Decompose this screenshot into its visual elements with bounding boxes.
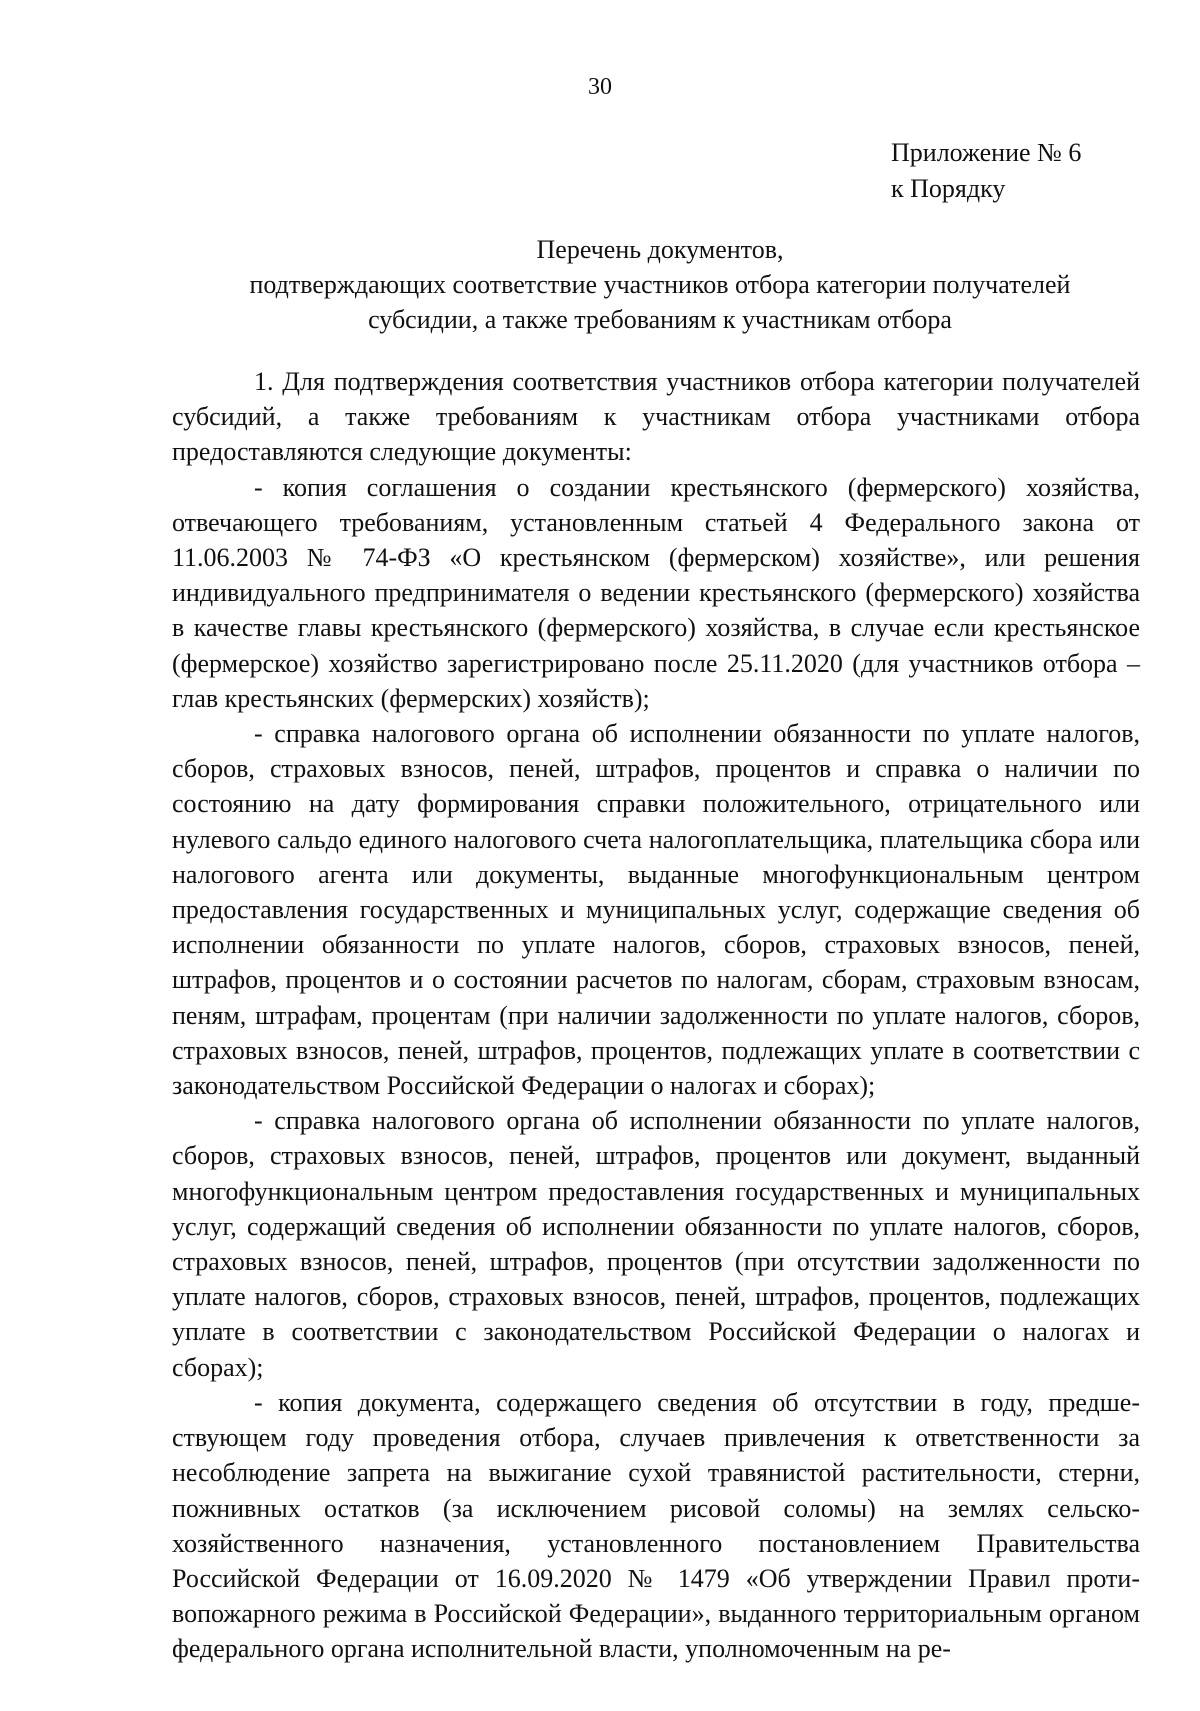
title-line-3: субсидии, а также требованиям к участникам отбора bbox=[368, 305, 952, 334]
paragraph-farm-agreement: - копия соглашения о создании крестьянского (фермерского) хозяйства, отвечающего требованиям, установленным статьей 4 Федерального закона от 11.06.2003 № 74-ФЗ «О крестьянском (фермерском) хозяйстве», или решения индивидуального предпринимателя о ведении крестьянского (фермерского) хозяйства в качестве главы крестьянского (фермерского) хозяйства, в случае если крестьянское (фермерское) хозяйство зарегистрировано после 25.11.2020 (для участников отбора – глав крестьянских (фермерских) хозяйств); bbox=[172, 472, 1140, 713]
title-line-1: Перечень документов, bbox=[536, 235, 784, 264]
paragraph-tax-balance-certificate: - справка налогового органа об исполнении обязанности по уплате налогов, сборов, страховых взносов, пеней, штрафов, процентов и справка о наличии по состоянию на дату формирования справки положительного, отрицательного или нулевого сальдо единого налогового счета налогоплательщика, плательщика сбора или налогового агента или документы, выданные многофункциональным центром предоставления государственных и муниципальных услуг, содержащие сведения об исполнении обязанности по уплате налогов, сборов, страховых взносов, пеней, штрафов, процентов и о состоянии расчетов по налогам, сборам, страховым взносам, пеням, штрафам, процентам (при наличии задолженности по уплате налогов, сборов, страховых взносов, пеней, штрафов, процентов, подлежащих уплате в соответствии с законодательством Российской Федерации о налогах и сборах); bbox=[172, 719, 1140, 1101]
paragraph-tax-obligation-certificate: - справка налогового органа об исполнении обязанности по уплате налогов, сборов, страховых взносов, пеней, штрафов, процентов или документ, выданный многофункциональным центром предоставления государственных и муниципальных услуг, содержащий сведения об исполнении обязанности по уплате налогов, сборов, страховых взносов, пеней, штрафов, процентов (при отсутствии задолженности по уплате налогов, сборов, страховых взносов, пеней, штрафов, процентов, подлежащих уплате в соответствии с законодательством Российской Федерации о налогах и сборах); bbox=[172, 1106, 1140, 1382]
annex-line-2: к Порядку bbox=[891, 174, 1006, 203]
paragraph-intro: 1. Для подтверждения соответствия участников отбора категории получателей субсидий, а также требованиям к участникам отбора участниками отбора предоставляются следующие документы: bbox=[172, 367, 1140, 467]
page-number: 30 bbox=[588, 74, 612, 100]
document-title bbox=[180, 232, 1140, 337]
annex-reference bbox=[891, 135, 1081, 207]
annex-line-1: Приложение № 6 bbox=[891, 138, 1082, 167]
title-line-2: подтверждающих соответствие участников отбора категории получателей bbox=[249, 270, 1071, 299]
document-body bbox=[172, 364, 1140, 1667]
paragraph-fire-safety-document: - копия документа, содержащего сведения об отсутствии в году, предшествующем году проведения отбора, случаев привлечения к ответственности за несоблюдение запрета на выжигание сухой травянистой растительности, стерни, пожнивных остатков (за исключением рисовой соломы) на землях сельскохозяйственного назначения, установленного постановлением Правительства Российской Федерации от 16.09.2020 № 1479 «Об утверждении Правил противопожарного режима в Российской Федерации», выданного территориальным органом федерального органа исполнительной власти, уполномоченным на ре- bbox=[172, 1387, 1140, 1664]
